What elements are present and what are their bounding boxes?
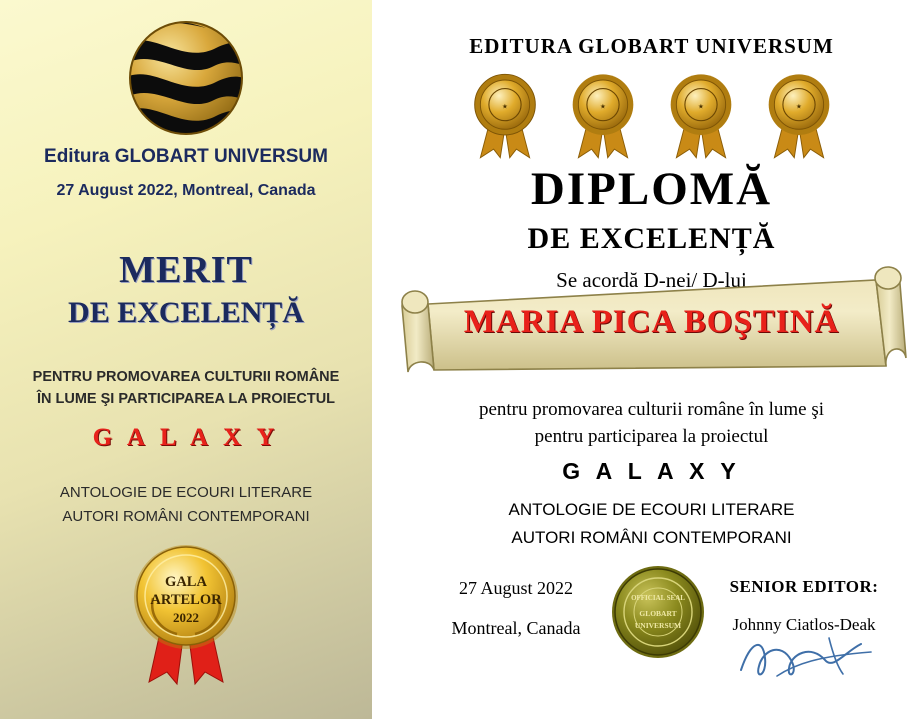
- svg-text:★: ★: [697, 103, 704, 111]
- right-reason-line-1: pentru promovarea culturii române în lume şi: [478, 399, 825, 420]
- gold-rosette-icon: [469, 72, 541, 162]
- diploma-title: DIPLOMĂ: [530, 163, 773, 215]
- recipient-name: MARIA PICA BOŞTINĂ: [463, 304, 840, 340]
- gold-rosette-icon: [665, 72, 737, 162]
- gold-rosette-icon: [567, 72, 639, 162]
- svg-text:ARTELOR: ARTELOR: [150, 592, 222, 608]
- merit-certificate-panel: [0, 0, 376, 719]
- svg-text:GLOBART: GLOBART: [639, 609, 677, 618]
- svg-text:★: ★: [501, 103, 508, 111]
- left-anthology-line-1: ANTOLOGIE DE ECOURI LITERARE: [59, 484, 313, 501]
- editor-name: Johnny Ciatlos-Deak: [732, 615, 876, 634]
- globe-logo-icon: [126, 18, 246, 138]
- left-subtitle: DE EXCELENȚĂ: [68, 296, 304, 329]
- right-reason: [380, 396, 923, 450]
- left-anthology-line-2: AUTORI ROMÂNI CONTEMPORANI: [62, 508, 310, 525]
- official-seal-icon: [608, 562, 708, 662]
- svg-text:OFFICIAL SEAL: OFFICIAL SEAL: [631, 594, 685, 602]
- gold-award-seal-icon: [127, 542, 245, 692]
- right-publisher-name: EDITURA GLOBART UNIVERSUM: [469, 34, 834, 58]
- left-title: MERIT: [119, 249, 253, 291]
- left-publisher-name: Editura GLOBART UNIVERSUM: [44, 146, 328, 167]
- left-reason: [0, 366, 372, 410]
- handwritten-signature-icon: [733, 630, 883, 686]
- left-reason-line-2: ÎN LUME ŞI PARTICIPAREA LA PROIECTUL: [36, 391, 336, 407]
- right-anthology-line-1: ANTOLOGIE DE ECOURI LITERARE: [508, 500, 795, 519]
- issue-date: 27 August 2022: [458, 578, 573, 598]
- issue-details: [416, 568, 616, 648]
- awarded-to-label: Se acordă D-nei/ D-lui: [556, 268, 747, 292]
- right-anthology-line-2: AUTORI ROMÂNI CONTEMPORANI: [511, 528, 792, 547]
- diploma-panel: [380, 0, 923, 719]
- right-anthology: [380, 496, 923, 552]
- issue-place: Montreal, Canada: [451, 618, 581, 638]
- left-reason-line-1: PENTRU PROMOVAREA CULTURII ROMÂNE: [32, 369, 340, 385]
- right-reason-line-2: pentru participarea la proiectul: [534, 426, 769, 447]
- svg-text:GALA: GALA: [165, 574, 207, 590]
- left-anthology: [0, 481, 372, 529]
- right-project-name: G A L A X Y: [562, 458, 741, 484]
- svg-text:2022: 2022: [173, 610, 199, 625]
- editor-label: SENIOR EDITOR:: [729, 577, 879, 596]
- svg-text:UNIVERSUM: UNIVERSUM: [634, 621, 682, 630]
- left-date-place: 27 August 2022, Montreal, Canada: [56, 182, 316, 199]
- svg-text:★: ★: [599, 103, 606, 111]
- left-project-name: G A L A X Y: [92, 424, 280, 451]
- rosette-row: [380, 72, 923, 162]
- gold-rosette-icon: [763, 72, 835, 162]
- svg-text:★: ★: [795, 103, 802, 111]
- diploma-subtitle: DE EXCELENȚĂ: [527, 222, 776, 255]
